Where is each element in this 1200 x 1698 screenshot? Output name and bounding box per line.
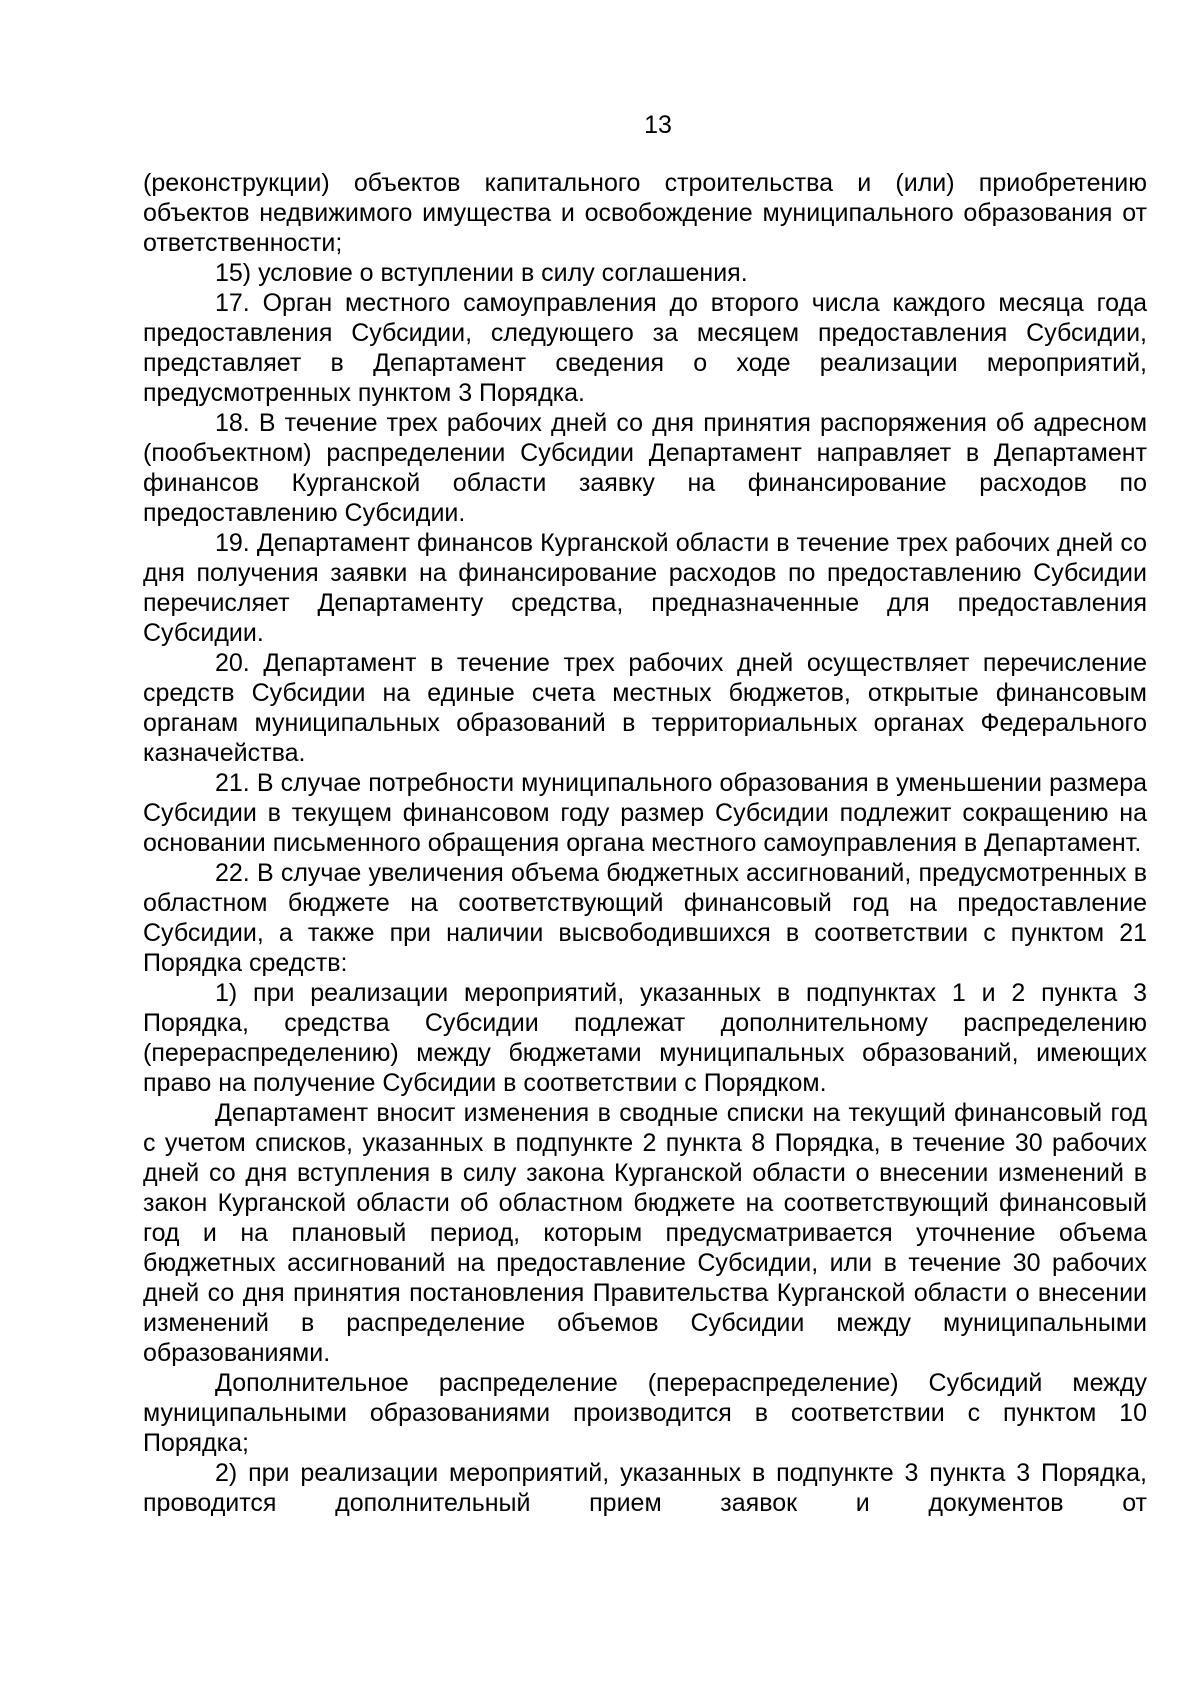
paragraph: 19. Департамент финансов Курганской области в течение трех рабочих дней со дня получения заявки на финансирование расходов по предоставлению Субсидии перечисляет Департаменту средства, предназначенные для предоставления Субсидии.: [143, 529, 1147, 647]
paragraph: 18. В течение трех рабочих дней со дня принятия распоряжения об адресном (пообъектном) распределении Субсидии Департамент направляет в Департамент финансов Курганской области заявку на финансирование расходов по предоставлению Субсидии.: [143, 409, 1147, 527]
document-body: [143, 168, 1147, 1518]
paragraph: Департамент вносит изменения в сводные списки на текущий финансовый год с учетом списков, указанных в подпункте 2 пункта 8 Порядка, в течение 30 рабочих дней со дня вступления в силу закона Курганской области о внесении изменений в закон Курганской области об областном бюджете на соответствующий финансовый год и на плановый период, которым предусматривается уточнение объема бюджетных ассигнований на предоставление Субсидии, или в течение 30 рабочих дней со дня принятия постановления Правительства Курганской области о внесении изменений в распределение объемов Субсидии между муниципальными образованиями.: [143, 1099, 1147, 1367]
paragraph: 15) условие о вступлении в силу соглашения.: [215, 259, 748, 287]
paragraph: 2) при реализации мероприятий, указанных в подпункте 3 пункта 3 Порядка, проводится дополнительный прием заявок и документов от: [143, 1459, 1147, 1517]
paragraph: 21. В случае потребности муниципального образования в уменьшении размера Субсидии в текущем финансовом году размер Субсидии подлежит сокращению на основании письменного обращения органа местного самоуправления в Департамент.: [143, 769, 1147, 857]
paragraph: 17. Орган местного самоуправления до второго числа каждого месяца года предоставления Субсидии, следующего за месяцем предоставления Субсидии, представляет в Департамент сведения о ходе реализации мероприятий, предусмотренных пунктом 3 Порядка.: [143, 289, 1147, 407]
paragraph: 1) при реализации мероприятий, указанных в подпунктах 1 и 2 пункта 3 Порядка, средства Субсидии подлежат дополнительному распределению (перераспределению) между бюджетами муниципальных образований, имеющих право на получение Субсидии в соответствии с Порядком.: [143, 979, 1147, 1097]
paragraph: (реконструкции) объектов капитального строительства и (или) приобретению объектов недвижимого имущества и освобождение муниципального образования от ответственности;: [143, 169, 1147, 257]
document-page: [143, 110, 1147, 1518]
paragraph: 22. В случае увеличения объема бюджетных ассигнований, предусмотренных в областном бюджете на соответствующий финансовый год на предоставление Субсидии, а также при наличии высвободившихся в соответствии с пунктом 21 Порядка средств:: [143, 859, 1147, 977]
paragraph: Дополнительное распределение (перераспределение) Субсидий между муниципальными образованиями производится в соответствии с пунктом 10 Порядка;: [143, 1369, 1147, 1457]
page-number: 13: [644, 111, 672, 139]
paragraph: 20. Департамент в течение трех рабочих дней осуществляет перечисление средств Субсидии на единые счета местных бюджетов, открытые финансовым органам муниципальных образований в территориальных органах Федерального казначейства.: [143, 649, 1147, 767]
